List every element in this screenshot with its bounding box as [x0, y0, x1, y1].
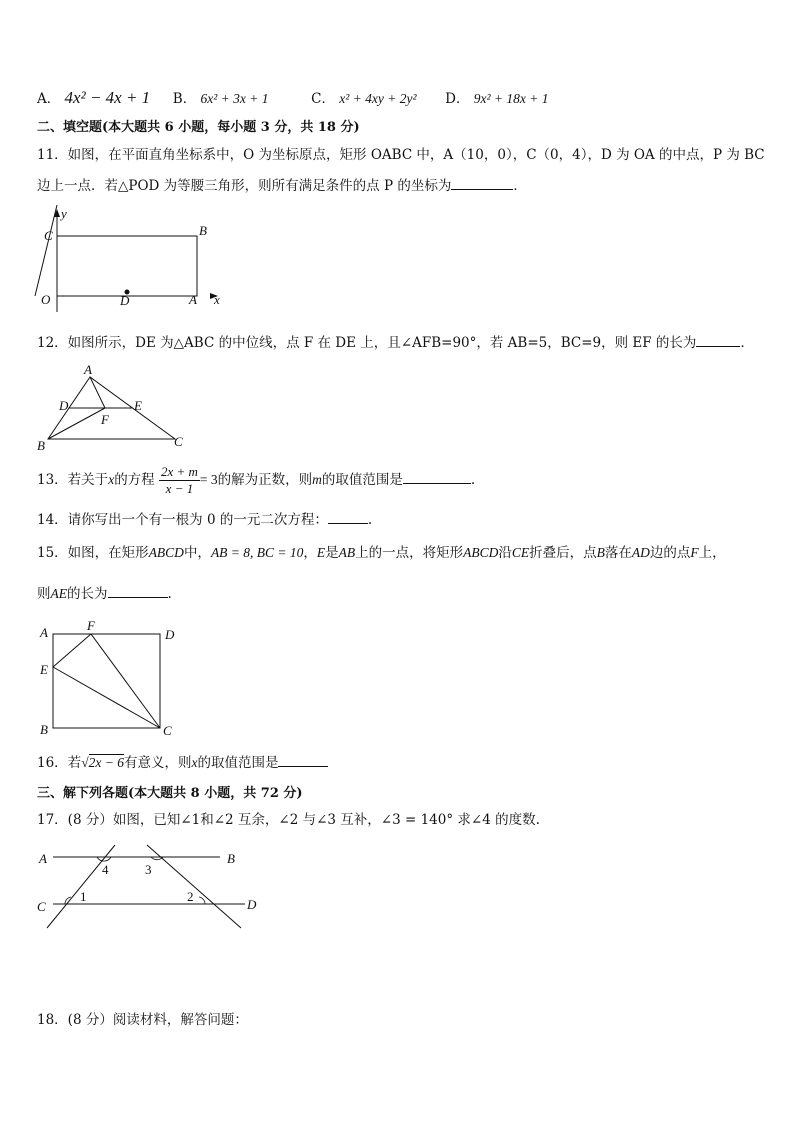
x-axis — [35, 205, 57, 296]
q14-line — [37, 509, 372, 530]
q15-t12: 的长为 — [67, 586, 108, 602]
q16-mid: 有意义，则 — [123, 755, 192, 771]
q13-end: . — [470, 472, 476, 488]
option-b-expr: 6x² + 3x + 1 — [200, 91, 269, 106]
q14-text: 14．请你写出一个有一根为 0 的一元二次方程： — [37, 512, 328, 528]
q15-abcd2: ABCD — [463, 545, 499, 560]
option-d-expr: 9x² + 18x + 1 — [473, 91, 549, 106]
label-e: E — [40, 662, 48, 677]
q18-line: 18．(8 分）阅读材料，解答问题： — [37, 1012, 248, 1028]
segment-ec — [53, 667, 160, 728]
q13-pre: 13．若关于 — [37, 472, 109, 488]
q11-end: ． — [513, 178, 527, 194]
label-b: B — [199, 223, 207, 238]
q15-t3: ， — [303, 545, 317, 561]
q15-t2: 中， — [183, 545, 211, 561]
label-f: F — [101, 412, 109, 427]
q12-line — [37, 332, 754, 353]
q11-text: 边上一点．若△POD 为等腰三角形，则所有满足条件的点 P 的坐标为 — [37, 178, 452, 194]
q11-answer-blank[interactable] — [451, 175, 513, 190]
segment-af — [90, 377, 105, 408]
q15-ce: CE — [511, 545, 530, 560]
q17-line: 17．(8 分）如图，已知∠1和∠2 互余，∠2 与∠3 互补，∠3 = 140° 求∠4 的度数. — [37, 812, 540, 828]
rect-abcd — [53, 634, 160, 728]
option-c-label: C． — [311, 91, 335, 107]
q15-e: E — [316, 545, 326, 560]
q13-line — [37, 462, 475, 498]
q15-t10: 上， — [698, 545, 726, 561]
q15-given: AB = 8, BC = 10 — [210, 545, 304, 560]
sqrt-sign: √ — [81, 755, 89, 770]
q15-end: . — [167, 586, 172, 602]
label-b: B — [37, 438, 45, 453]
q15-answer-blank[interactable] — [108, 583, 168, 598]
q17-figure — [35, 845, 285, 935]
label-o: O — [41, 292, 51, 307]
q16-radicand: 2x − 6 — [88, 755, 124, 770]
option-d-label: D． — [445, 91, 470, 107]
label-a: A — [189, 292, 197, 307]
label-b: B — [40, 722, 48, 737]
q14-answer-blank[interactable] — [328, 509, 368, 524]
q12-answer-blank[interactable] — [696, 332, 740, 347]
q13-var-m: m — [312, 472, 322, 487]
options-line — [37, 88, 549, 109]
q15-t7: 折叠后，点 — [529, 545, 597, 561]
q15-t9: 边的点 — [649, 545, 691, 561]
q15-line1 — [37, 543, 726, 563]
q15-t1: 15．如图，在矩形 — [37, 545, 149, 561]
section-2-title: 二、填空题(本大题共 6 小题，每小题 3 分，共 18 分) — [37, 120, 360, 135]
q16-answer-blank[interactable] — [278, 752, 328, 767]
q15-ae: AE — [50, 586, 67, 601]
q16-post: 的取值范围是 — [197, 755, 279, 771]
label-d: D — [120, 293, 130, 308]
q13-eq: = 3 — [199, 472, 218, 487]
label-e: E — [134, 398, 142, 413]
q15-ab: AB — [338, 545, 356, 560]
q15-f: F — [690, 545, 699, 560]
q16-line — [37, 752, 328, 773]
option-a-expr: 4x² − 4x + 1 — [64, 88, 151, 107]
q13-var-x: x — [108, 472, 115, 487]
q13-mid1: 的方程 — [114, 472, 155, 488]
q15-t11: 则 — [37, 586, 51, 602]
q16-var-x: x — [191, 755, 198, 770]
q15-b: B — [596, 545, 605, 560]
label-a: A — [39, 851, 47, 866]
option-b-label: B． — [172, 91, 197, 107]
q12-end: ． — [740, 335, 754, 351]
label-c: C — [174, 434, 183, 449]
q14-end: . — [367, 512, 373, 528]
q15-line2 — [37, 583, 172, 604]
q11-line2 — [37, 175, 527, 196]
segment-bf — [48, 408, 105, 439]
q13-denominator: x − 1 — [165, 481, 194, 496]
label-c: C — [163, 723, 172, 738]
label-c: C — [37, 899, 46, 914]
q15-t5: 上的一点，将矩形 — [355, 545, 464, 561]
q13-fraction — [159, 464, 200, 497]
label-x: x — [214, 292, 220, 307]
q13-numerator: 2x + m — [160, 464, 198, 479]
q13-mid2: 的解为正数，则 — [217, 472, 313, 488]
q15-t6: 沿 — [498, 545, 512, 561]
q15-t8: 落在 — [604, 545, 632, 561]
option-c-expr: x² + 4xy + 2y² — [339, 91, 417, 106]
q15-abcd: ABCD — [148, 545, 184, 560]
q13-answer-blank[interactable] — [403, 469, 471, 484]
q15-t4: 是 — [325, 545, 339, 561]
label-c: C — [44, 228, 53, 243]
angle-2-arc — [199, 897, 205, 904]
label-angle-4: 4 — [102, 862, 109, 877]
section-3-title: 三、解下列各题(本大题共 8 小题，共 72 分) — [37, 786, 303, 801]
option-a-label: A． — [37, 91, 61, 107]
label-d: D — [59, 398, 69, 413]
q11-figure — [35, 205, 235, 315]
q12-figure — [35, 362, 195, 452]
q13-post: 的取值范围是 — [321, 472, 403, 488]
label-b: B — [227, 851, 235, 866]
label-y: y — [61, 206, 67, 221]
segment-fc — [91, 634, 160, 728]
label-angle-3: 3 — [145, 862, 152, 877]
label-f: F — [87, 618, 95, 633]
rect-oabc — [57, 236, 197, 296]
label-angle-1: 1 — [80, 889, 87, 904]
q12-text: 12．如图所示，DE 为△ABC 的中位线，点 F 在 DE 上，且∠AFB=90°，若 AB=5，BC=9，则 EF 的长为 — [37, 335, 697, 351]
label-angle-2: 2 — [187, 889, 194, 904]
q15-figure — [35, 617, 195, 737]
label-d: D — [247, 897, 257, 912]
label-d: D — [165, 627, 175, 642]
q11-line1: 11．如图，在平面直角坐标系中，O 为坐标原点，矩形 OABC 中，A（10，0），C（0，4），D 为 OA 的中点，P 为 BC — [37, 147, 765, 163]
segment-ef — [53, 634, 91, 667]
label-a: A — [40, 625, 48, 640]
q16-pre: 16．若 — [37, 755, 82, 771]
q15-ad: AD — [631, 545, 650, 560]
label-a: A — [84, 362, 92, 377]
